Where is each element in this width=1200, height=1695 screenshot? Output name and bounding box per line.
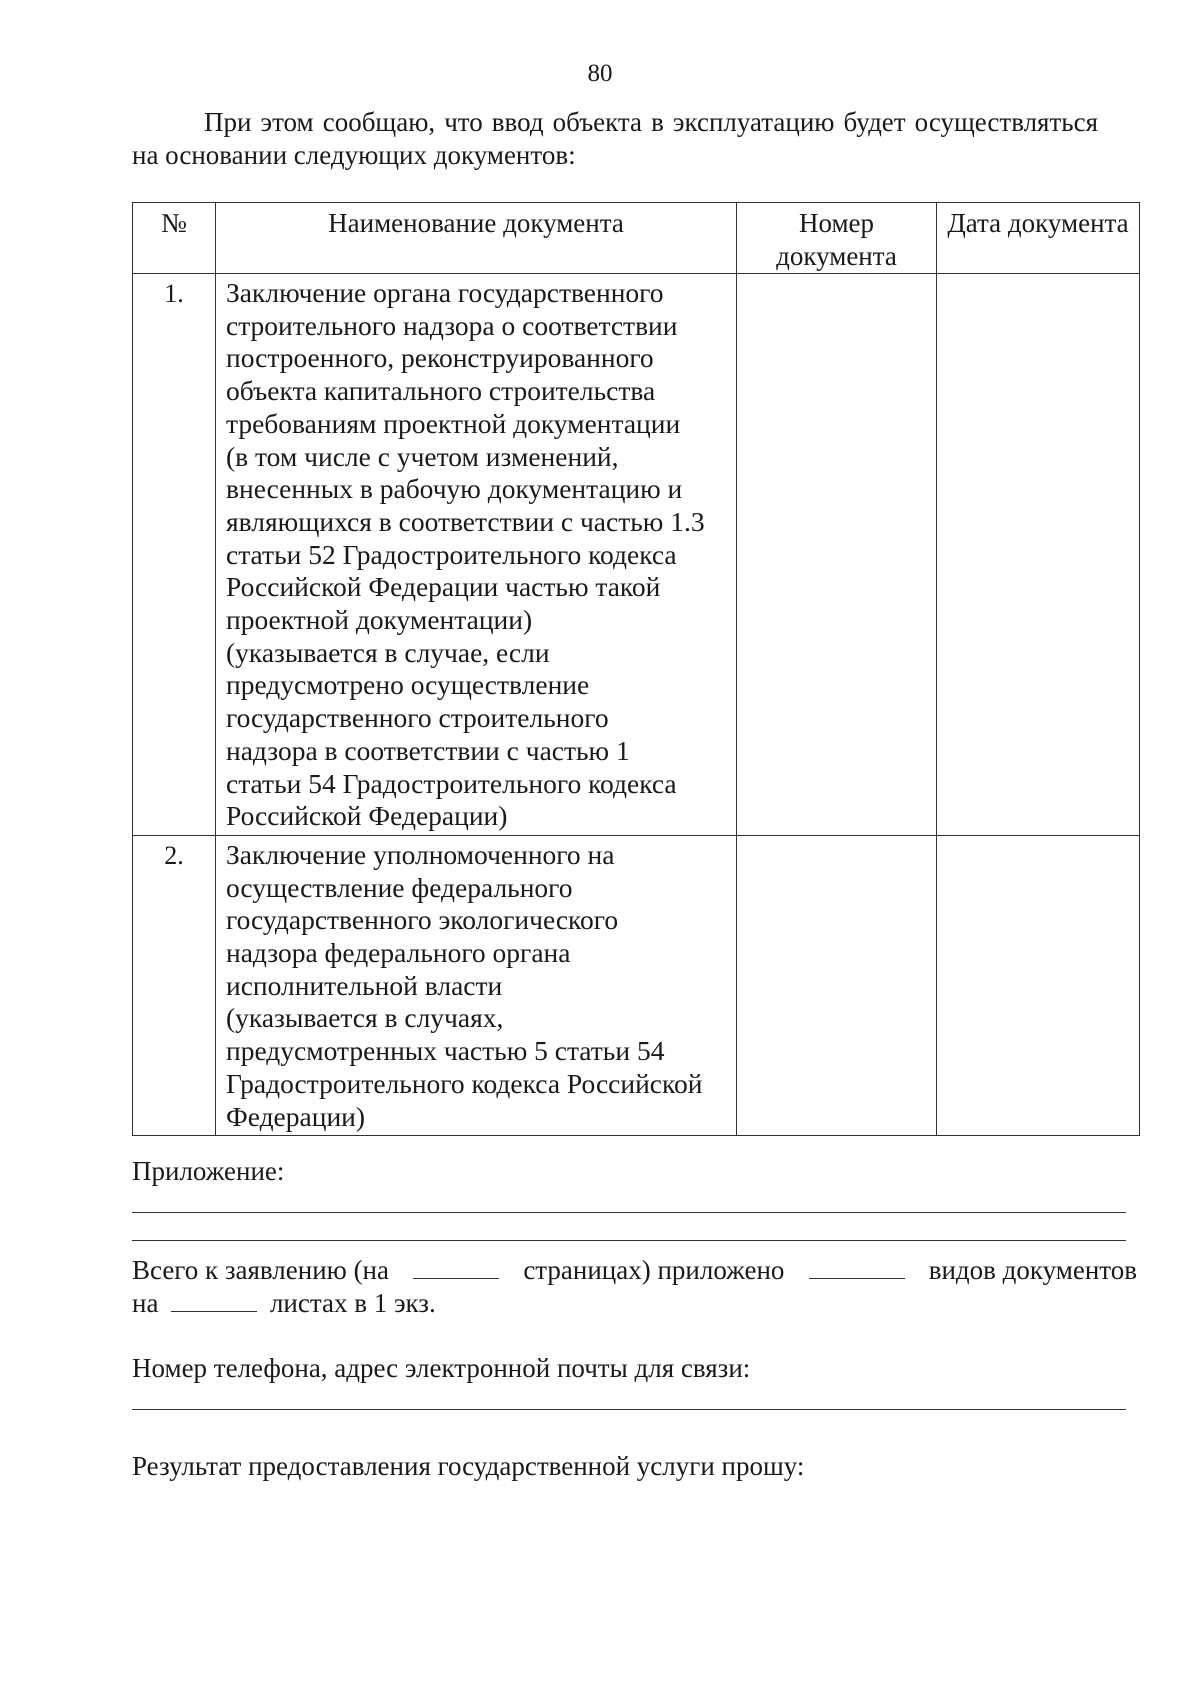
table-header-row (133, 203, 1140, 274)
total-text-2: страницах) приложено (523, 1255, 785, 1285)
document-date-cell[interactable] (937, 274, 1140, 836)
document-name: Заключение уполномоченного на осуществление федерального государственного экологического надзора федерального органа исполнительной власти (указывается в случаях, предусмотренных частью 5 статьи 54 Градостроительного кодекса Российской Федерации) (216, 835, 737, 1135)
document-number-cell[interactable] (737, 835, 937, 1135)
table-row (133, 274, 1140, 836)
total-text-1: Всего к заявлению (на (132, 1255, 389, 1285)
total-text-3: видов документов (928, 1255, 1137, 1285)
result-label: Результат предоставления государственной услуги прошу: (132, 1451, 805, 1481)
document-name: Заключение органа государственного строительного надзора о соответствии построенного, реконструированного объекта капитального строительства требованиям проектной документации (в том числе с учетом изменений, внесенных в рабочую документацию и являющихся в соответствии с частью 1.3 статьи 52 Градостроительного кодекса Российской Федерации частью такой проектной документации) (указывается в случае, если предусмотрено осуществление государственного строительного надзора в соответствии с частью 1 статьи 54 Градостроительного кодекса Российской Федерации) (216, 274, 737, 836)
total-statement (132, 1254, 1137, 1320)
header-name: Наименование документа (216, 203, 737, 274)
doc-types-blank[interactable] (809, 1254, 905, 1279)
pages-blank[interactable] (413, 1254, 499, 1279)
row-number: 2. (133, 835, 216, 1135)
intro-paragraph: При этом сообщаю, что ввод объекта в эксплуатацию будет осуществляться на основании следующих документов: (132, 107, 1098, 170)
page-number: 80 (587, 60, 613, 87)
contact-label: Номер телефона, адрес электронной почты для связи: (132, 1353, 751, 1383)
header-date: Дата документа (937, 203, 1140, 274)
header-number: Номер документа (737, 203, 937, 274)
header-num: № (133, 203, 216, 274)
attachment-label: Приложение: (132, 1156, 285, 1186)
total-text-4: на (132, 1288, 159, 1318)
total-text-5: листах в 1 экз. (269, 1288, 436, 1318)
document-date-cell[interactable] (937, 835, 1140, 1135)
contact-line[interactable] (132, 1409, 1126, 1410)
table-row (133, 835, 1140, 1135)
sheets-blank[interactable] (171, 1287, 257, 1312)
row-number: 1. (133, 274, 216, 836)
attachment-line-2[interactable] (132, 1240, 1126, 1241)
attachment-line-1[interactable] (132, 1212, 1126, 1213)
document-number-cell[interactable] (737, 274, 937, 836)
documents-table (132, 202, 1140, 1136)
